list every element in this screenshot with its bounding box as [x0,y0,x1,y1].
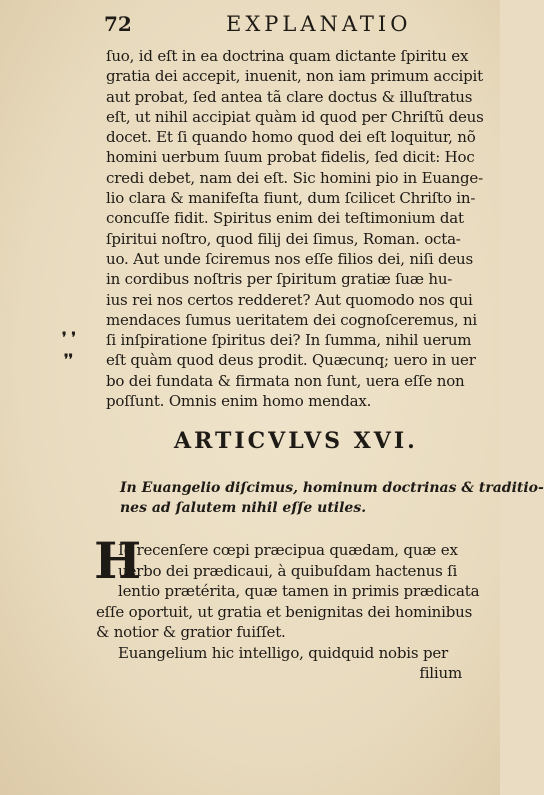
text-line: ius rei nos certos redderet? Aut quomodo nos qui [106,290,473,309]
text-line: ſpiritui noſtro, quod filij dei ſimus, Roman. octa- [106,229,461,248]
text-line: & notior & gratior fuiſſet. [96,623,286,641]
summary-line: In Euangelio diſcimus, hominum doctrinas & traditio- [120,480,544,496]
page-header [0,10,500,40]
text-line: aut probat, ſed antea tã clare doctus & illuſtratus [106,87,473,106]
article-summary [120,478,544,518]
text-line: gratia dei accepit, inuenit, non iam primum accipit [106,67,483,86]
text-line: lio clara & manifeſta fiunt, dum ſcilicet Chriſto in- [106,189,476,208]
text-line: uerbo dei prædicaui, à quibuſdam hactenus ſi [118,561,458,580]
text-line: bo dei fundata & firmata non ſunt, uera eſſe non [106,371,465,390]
drop-cap: H [94,531,142,590]
text-line: eſt, ut nihil accipiat quàm id quod per Chriſtũ deus [106,107,484,126]
page-number: 72 [104,12,132,36]
text-line: ſuo, id eſt in ea doctrina quam dictante ſpiritu ex [106,47,469,65]
text-line: eſſe oportuit, ut gratia et benignitas dei hominibus [96,602,473,621]
summary-line: nes ad ſalutem nihil eſſe utiles. [120,500,367,516]
text-line: eſt quàm quod deus prodit. Quæcunq; uero in uer [106,351,476,370]
body-text [106,46,484,411]
text-line: docet. Et ſi quando homo quod dei eſt loquitur, nõ [106,128,476,147]
article-heading: ARTICVLVS XVI. [174,428,418,454]
text-line: uo. Aut unde ſciremus nos eſſe filios dei, niſi deus [106,249,474,268]
catchword: filium [419,664,462,682]
text-line: mendaces ſumus ueritatem dei cognoſceremus, ni [106,310,478,329]
text-line: ſi inſpiratione ſpiritus dei? In ſumma, nihil uerum [106,331,472,350]
text-line: Euangelium hic intelligo, quidquid nobis per [118,643,448,662]
text-line: poſſunt. Omnis enim homo mendax. [106,392,372,411]
paragraph-text [96,540,480,684]
text-line: lentio prætérita, quæ tamen in primis prædicata [118,582,480,600]
margin-mark: ❜❜ [64,352,74,368]
running-title: EXPLANATIO [226,12,412,36]
text-line: homini uerbum ſuum probat fidelis, ſed dicit: Hoc [106,148,475,167]
text-line: concuſſe fidit. Spiritus enim dei teſtimonium dat [106,209,464,228]
text-line: Ic recenſere cœpi præcipua quædam, quæ ex [118,541,458,559]
text-line: in cordibus noſtris per ſpiritum gratiæ ſuæ hu- [106,270,453,289]
margin-mark: ❜ ❜ [62,330,76,346]
text-line: credi debet, nam dei eſt. Sic homini pio in Euange- [106,168,483,187]
